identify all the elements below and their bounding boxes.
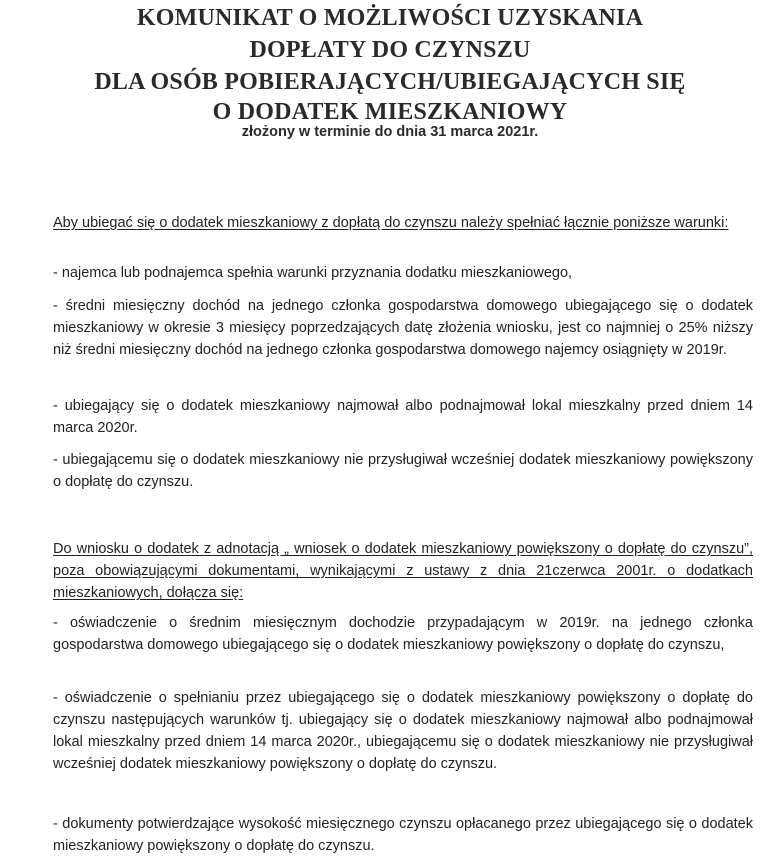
section1-item-2: - średni miesięczny dochód na jednego członka gospodarstwa domowego ubiegającego się o dodatek mieszkaniowy w okresie 3 miesięcy poprzedzających datę złożenia wniosku, jest co najmniej o 25% niższy niż średni miesięczny dochód na jednego członka gospodarstwa domowego najemcy osiągnięty w 2019r. [53,298,753,358]
section1-item-1: - najemca lub podnajemca spełnia warunki przyznania dodatku mieszkaniowego, [53,265,573,281]
subtitle: złożony w terminie do dnia 31 marca 2021r. [241,124,539,140]
title-line-4: O DODATEK MIESZKANIOWY [212,99,568,125]
section1-item-3: - ubiegający się o dodatek mieszkaniowy najmował albo podnajmował lokal mieszkalny przed dniem 14 marca 2020r. [53,398,753,436]
section1-heading: Aby ubiegać się o dodatek mieszkaniowy z dopłatą do czynszu należy spełniać łącznie poniższe warunki: [53,215,729,231]
section1-item-4: - ubiegającemu się o dodatek mieszkaniowy nie przysługiwał wcześniej dodatek mieszkaniowy powiększony o dopłatę do czynszu. [53,452,753,490]
section2-item-2: - oświadczenie o spełnianiu przez ubiegającego się o dodatek mieszkaniowy powiększony o dopłatę do czynszu następujących warunków tj. ubiegający się o dodatek mieszkaniowy najmował albo podnajmował lokal mieszkalny przed dniem 14 marca 2020r., ubiegającemu się o dodatek mieszkaniowy nie przysługiwał wcześniej dodatek mieszkaniowy powiększony o dopłatę do czynszu. [53,690,753,772]
section2-item-3: - dokumenty potwierdzające wysokość miesięcznego czynszu opłacanego przez ubiegającego się o dodatek mieszkaniowy powiększony o dopłatę do czynszu. [53,816,753,854]
title-line-1: KOMUNIKAT O MOŻLIWOŚCI UZYSKANIA [136,5,644,31]
section2-heading: Do wniosku o dodatek z adnotacją „ wniosek o dodatek mieszkaniowy powiększony o dopłatę do czynszu”, poza obowiązującymi dokumentami, wynikającymi z ustawy z dnia 21czerwca 2001r. o dodatkach mieszkaniowych, dołącza się: [53,541,753,601]
title-line-2: DOPŁATY DO CZYNSZU [249,37,531,63]
section2-item-1: - oświadczenie o średnim miesięcznym dochodzie przypadającym w 2019r. na jednego członka gospodarstwa domowego ubiegającego się o dodatek mieszkaniowy powiększony o dopłatę do czynszu, [53,615,753,653]
title-line-3: DLA OSÓB POBIERAJĄCYCH/UBIEGAJĄCYCH SIĘ [94,69,686,95]
